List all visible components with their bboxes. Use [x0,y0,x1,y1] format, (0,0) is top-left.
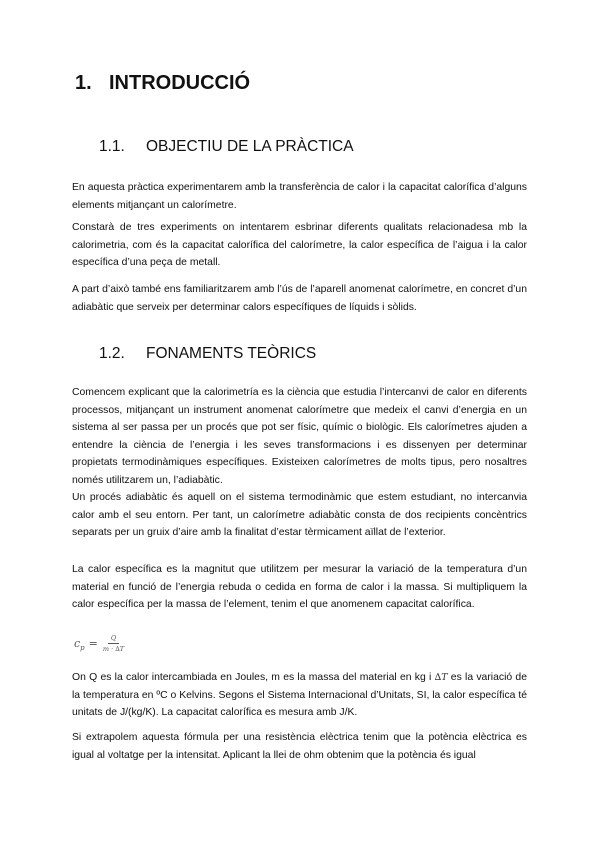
formula-equals: = [88,637,98,650]
formula-lhs-subscript: p [80,644,85,652]
section-number-fundamentals: 1.2. [99,345,125,362]
section-heading-objective [99,138,354,156]
chapter-title: INTRODUCCIÓ [109,72,251,94]
formula-numerator: Q [108,634,119,644]
formula-denominator: m · ∆T [102,645,125,653]
paragraph-4: Comencem explicant que la calorimetría es la ciència que estudia l’intercanvi de calor en diferents processos, mitjançant un instrument anomenat calorímetre que medeix el canvi d’energia en un sistema al ser passa per un procés que pot ser físic, químic o biològic. Els calorímetres ajuden a entendre la ciència de l’energia i les seves transformacions i es dissenyen per determinar propietats termodinàmiques específiques. Existeixen calorímetres de molts tipus, pero nosaltres només utilitzarem un, l’adiabàtic. [72,387,527,486]
paragraph-8: Si extrapolem aquesta fórmula per una resistència elèctrica tenim que la potència elèctrica es igual al voltatge per la intensitat. Aplicant la llei de ohm obtenim que la potència és igual [72,732,527,761]
paragraph-1: En aquesta pràctica experimentarem amb la transferència de calor i la capacitat calorífica d’alguns elements mitjançant un calorímetre. [72,182,527,211]
paragraph-5: Un procés adiabàtic és aquell on el sistema termodinàmic que estem estudiant, no intercanvia calor amb el seu entorn. Per tant, un calorímetre adiabàtic consta de dos recipients concèntrics separats per un gruix d’aire amb la finalitat d’estar tèrmicament aïllat de l’exterior. [72,492,527,539]
paragraph-7-before: On Q es la calor intercambiada en Joules, m es la massa del material en kg i [72,672,435,683]
chapter-heading [75,72,250,95]
paragraph-2: Constarà de tres experiments on intentarem esbrinar diferents qualitats relacionadesa mb la calorimetria, com és la capacitat calorífica del calorímetre, la calor específica de l’aigua i la calor específica d’una peça de metall. [72,222,527,269]
formula-lhs: $c_p$ [74,637,85,652]
paragraph-7-after: es la variació de la temperatura en ºC o Kelvins. Segons el Sistema Internacional d’Unitats, SI, la calor específica té unitats de J/(kg/K). La capacitat calorífica es mesura amb J/K. [72,672,527,719]
section-heading-fundamentals [99,345,316,363]
section-title-fundamentals: FONAMENTS TEÒRICS [146,345,317,362]
section-title-objective: OBJECTIU DE LA PRÀCTICA [146,138,354,155]
section-number-objective: 1.1. [99,138,125,155]
delta-t-symbol: ∆T [434,672,448,683]
paragraph-6: La calor específica es la magnitut que utilitzem per mesurar la variació de la temperatura d’un material en funció de l’energia rebuda o cedida en forma de calor i la massa. Si multipliquem la calor específica per la massa de l’element, tenim el que anomenem capacitat calorífica. [72,564,527,611]
specific-heat-formula [74,634,124,653]
paragraph-3: A part d’això també ens familiaritzarem amb l’ús de l’aparell anomenat calorímetre, en concret d’un adiabàtic que serveix per determinar calors específiques de líquids i sòlids. [72,284,527,313]
paragraph-7 [72,669,527,722]
formula-fraction [103,634,124,653]
chapter-number: 1. [75,72,92,94]
